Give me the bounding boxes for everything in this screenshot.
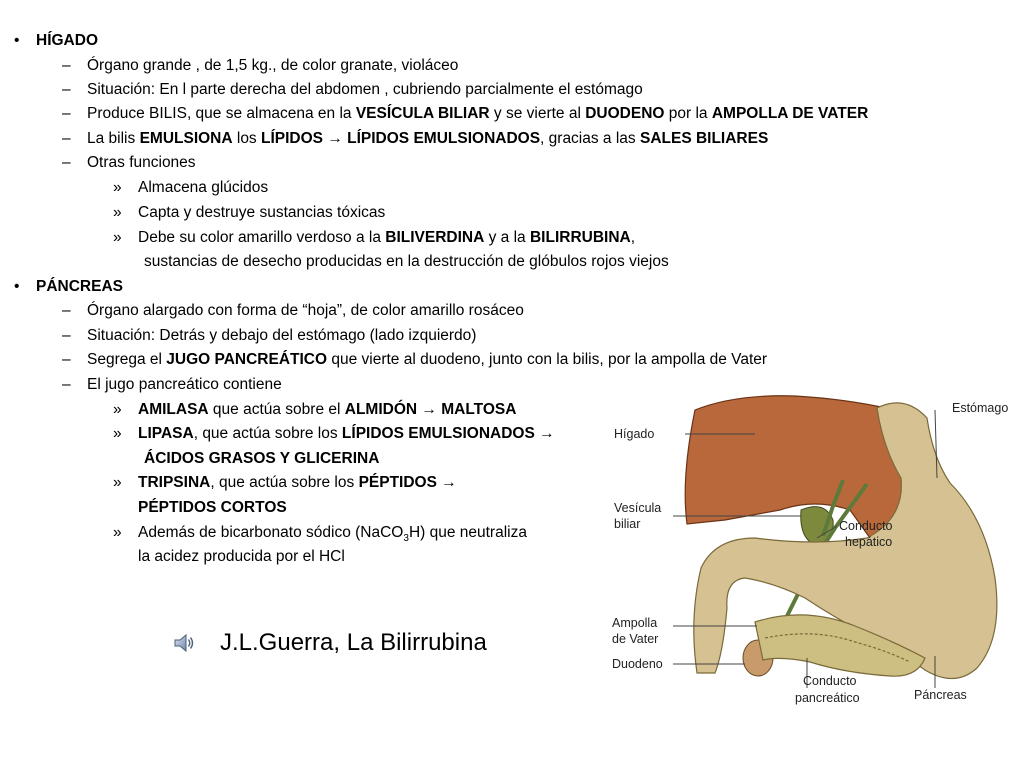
label-conducto-pancreatico-2: pancreático — [795, 691, 860, 705]
arrow-right-icon: → — [441, 474, 457, 491]
label-conducto-hepatico-1: Conducto — [839, 519, 893, 533]
liver-pancreas-diagram — [605, 388, 1024, 768]
label-vesicula-1: Vesícula — [614, 501, 662, 515]
label-estomago: Estómago — [952, 401, 1009, 415]
label-vesicula-2: biliar — [614, 517, 641, 531]
audio-footer — [172, 629, 487, 657]
speaker-icon[interactable] — [172, 631, 196, 655]
label-conducto-hepatico-2: hepático — [845, 535, 893, 549]
slide: • HÍGADO – Órgano grande , de 1,5 kg., de color granate, violáceo – Situación: En l parte derecha del abdomen , cubriendo parcialmente el estómago – Produce BILIS, que se almacena en la VESÍCULA BILIAR y se vierte al DUODENO por la AMPOLLA DE VATER – La bilis EMULSIONA los LÍPIDOS → LÍPIDOS EMULSIONADOS, gracias a las SALES BILIARES – Otras funciones » Almacena glúcidos » Capta y destruye sustancias tóxicas » Debe su color amarillo verdoso a la BILIVERDINA y a la BILIRRUBINA, sustancias de desecho producidas en la destrucción de glóbulos rojos viejos • PÁNCREAS – Órgano alargado con forma de “hoja”, de color amarillo rosáceo – Situación: Detrás y debajo del estómago (lado izquierdo) – Segrega el JUGO PANCREÁTICO que vierte al duodeno, junto con la bilis, por la ampolla de Vater – El jugo pancreático contiene » AMILASA que actúa sobre el ALMIDÓN → MALTOSA » LIPASA, que actúa sobre los LÍPIDOS EMULSIONADOS → ÁCIDOS GRASOS Y GLICERINA » TRIPSINA, que actúa sobre los PÉPTIDOS → PÉPTIDOS CORTOS » Además de bicarbonato sódico (NaCO$_3$H) que neutraliza la acidez producida por el HCl J.L.Guerra, La Bilirrubina Estómago Hígado Vesícula biliar Conducto hepático Ampolla de Vater Duodeno Conducto pancreático Páncreas — [0, 0, 1024, 768]
label-higado: Hígado — [614, 427, 655, 441]
label-conducto-pancreatico-1: Conducto — [803, 674, 857, 688]
label-ampolla-2: de Vater — [612, 632, 659, 646]
pancreas-title: PÁNCREAS — [36, 278, 123, 295]
label-duodeno: Duodeno — [612, 657, 663, 671]
arrow-right-icon: → — [327, 130, 343, 147]
arrow-right-icon: → — [421, 401, 437, 418]
footer-link[interactable]: J.L.Guerra, La Bilirrubina — [220, 629, 487, 656]
arrow-right-icon: → — [539, 425, 555, 442]
higado-title: HÍGADO — [36, 32, 98, 49]
label-pancreas: Páncreas — [914, 688, 967, 702]
label-ampolla-1: Ampolla — [612, 616, 658, 630]
